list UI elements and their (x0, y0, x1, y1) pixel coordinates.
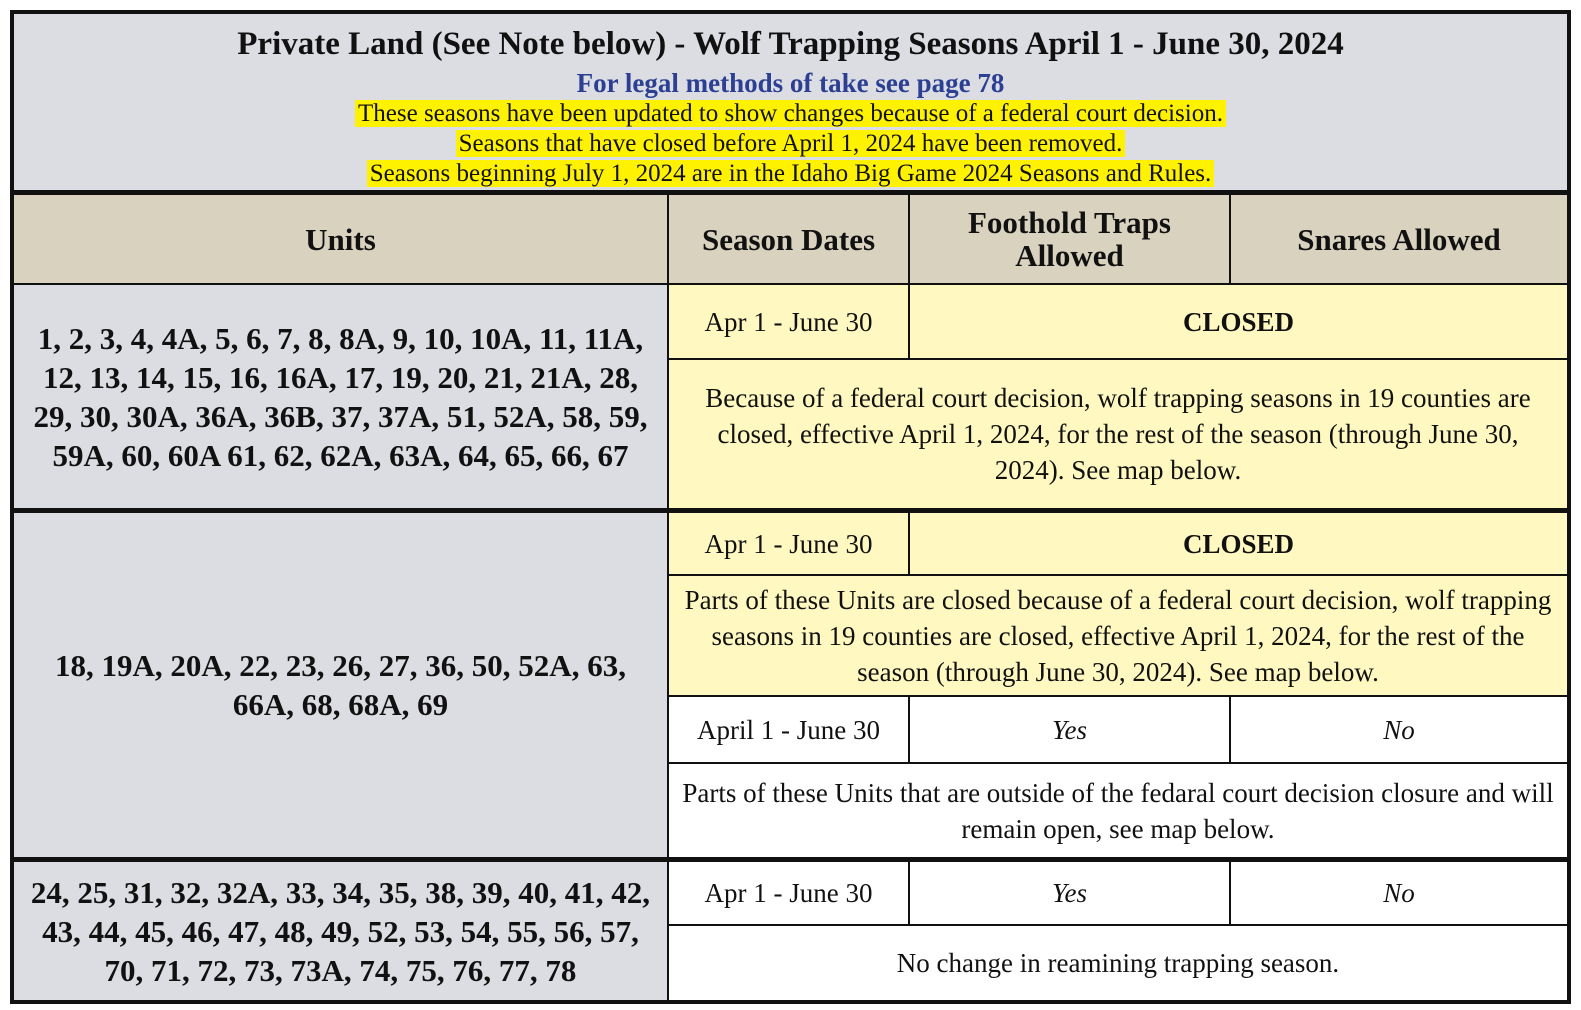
season-dates-group-2: Apr 1 - June 30 (669, 513, 908, 574)
foothold-allowed-group-2: Yes (910, 697, 1229, 762)
divider (1229, 697, 1231, 762)
season-dates-group-1: Apr 1 - June 30 (669, 285, 908, 358)
divider (908, 285, 910, 358)
season-dates-group-3: Apr 1 - June 30 (669, 862, 908, 924)
divider (1229, 195, 1231, 283)
divider (14, 508, 1567, 513)
closed-status-group-2: CLOSED (910, 513, 1567, 574)
divider (14, 283, 1567, 285)
divider (14, 190, 1567, 195)
highlight-note-1: These seasons have been updated to show changes because of a federal court decision. (14, 100, 1567, 128)
column-header-foothold-traps: Foothold Traps Allowed (910, 195, 1229, 283)
snares-allowed-group-2: No (1231, 697, 1567, 762)
units-group-3: 24, 25, 31, 32, 32A, 33, 34, 35, 38, 39, 40, 41, 42, 43, 44, 45, 46, 47, 48, 49, 52, 53, 54, 55, 56, 57, 70, 71, 72, 73, 73A, 74, 75, 76, 77, 78 (14, 862, 667, 1000)
column-header-snares: Snares Allowed (1231, 195, 1567, 283)
units-group-1: 1, 2, 3, 4, 4A, 5, 6, 7, 8, 8A, 9, 10, 10A, 11, 11A, 12, 13, 14, 15, 16, 16A, 17, 19, 20, 21, 21A, 28, 29, 30, 30A, 36A, 36B, 37, 37A, 51, 52A, 58, 59, 59A, 60, 60A 61, 62, 62A, 63A, 64, 65, 66, 67 (14, 285, 667, 508)
column-header-units: Units (14, 195, 667, 283)
divider (669, 762, 1567, 764)
divider (908, 697, 910, 762)
divider (669, 924, 1567, 926)
foothold-allowed-group-3: Yes (910, 862, 1229, 924)
column-header-season-dates: Season Dates (669, 195, 908, 283)
divider (669, 695, 1567, 697)
page-title: Private Land (See Note below) - Wolf Trapping Seasons April 1 - June 30, 2024 (237, 26, 1344, 62)
highlight-note-3: Seasons beginning July 1, 2024 are in the Idaho Big Game 2024 Seasons and Rules. (14, 160, 1567, 188)
divider (669, 574, 1567, 576)
closure-note-group-2: Parts of these Units are closed because of a federal court decision, wolf trapping seasons in 19 counties are closed, effective April 1, 2024, for the rest of the season (through June 30, 2024). See map below. (669, 576, 1567, 695)
divider (908, 513, 910, 574)
snares-allowed-group-3: No (1231, 862, 1567, 924)
legal-methods-subtitle: For legal methods of take see page 78 (576, 68, 1005, 98)
highlight-note-2: Seasons that have closed before April 1, 2024 have been removed. (14, 130, 1567, 158)
divider (1229, 862, 1231, 924)
open-season-dates-group-2: April 1 - June 30 (669, 697, 908, 762)
divider (908, 195, 910, 283)
divider (14, 857, 1567, 862)
divider (669, 358, 1567, 360)
units-group-2: 18, 19A, 20A, 22, 23, 26, 27, 36, 50, 52A, 63, 66A, 68, 68A, 69 (14, 513, 667, 857)
open-note-group-2: Parts of these Units that are outside of the fedaral court decision closure and will remain open, see map below. (669, 764, 1567, 857)
no-change-note-group-3: No change in reamining trapping season. (669, 926, 1567, 1000)
closure-note-group-1: Because of a federal court decision, wolf trapping seasons in 19 counties are closed, effective April 1, 2024, for the rest of the season (through June 30, 2024). See map below. (669, 360, 1567, 508)
table-header (14, 14, 1567, 190)
divider (908, 862, 910, 924)
wolf-trapping-seasons-table (10, 10, 1571, 1004)
divider (667, 195, 669, 1000)
closed-status-group-1: CLOSED (910, 285, 1567, 358)
